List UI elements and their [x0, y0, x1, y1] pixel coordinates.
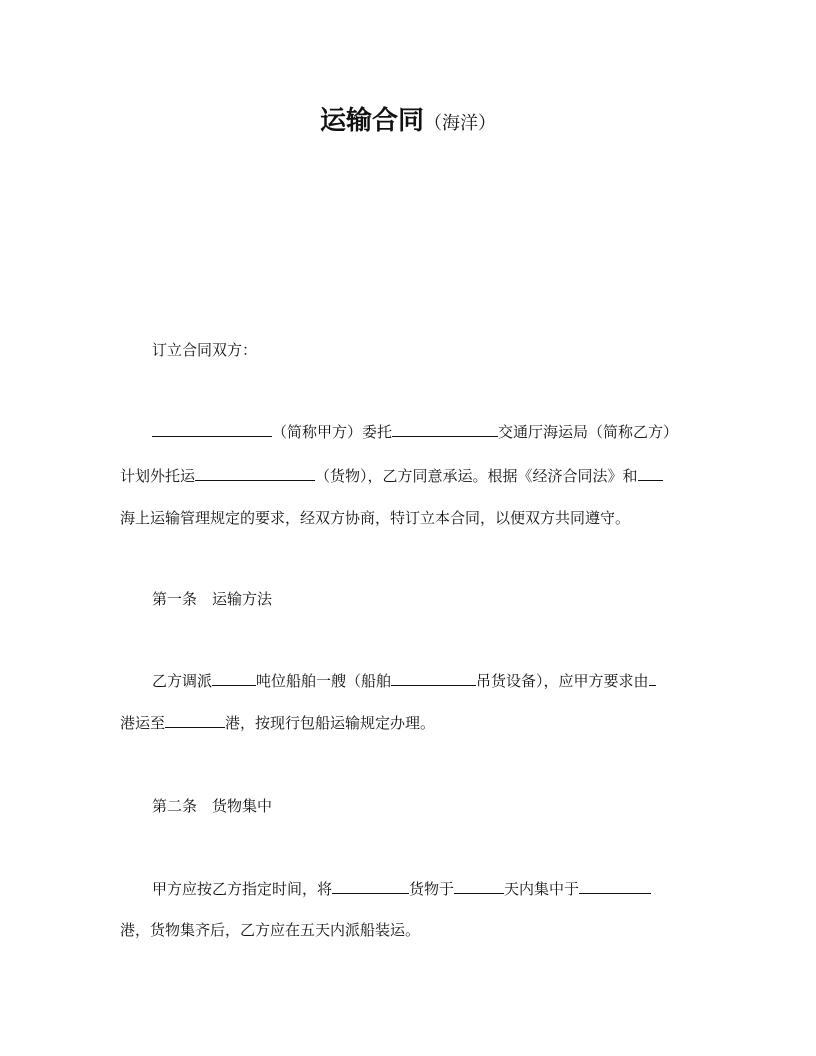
text: 吊货设备），应甲方要求由 [476, 672, 649, 690]
text: （简称甲方）委托 [272, 423, 393, 441]
blank-regulation[interactable] [638, 466, 663, 481]
text: 吨位船舶一艘（船舶 [256, 672, 392, 690]
text: 计划外托运 [120, 467, 196, 485]
preamble-line-3: 海上运输管理规定的要求，经双方协商，特订立本合同，以便双方共同遵守。 [120, 509, 631, 527]
text: 交通厅海运局（简称乙方） [498, 423, 679, 441]
text: 港，按现行包船运输规定办理。 [225, 714, 436, 732]
article-1-line-1 [152, 671, 656, 691]
document-title [0, 100, 816, 137]
text: （货物），乙方同意承运。根据《经济合同法》和 [315, 467, 638, 485]
blank-gathering-port[interactable] [579, 879, 651, 894]
preamble-line-1 [152, 422, 678, 442]
preamble-line-2 [120, 466, 663, 486]
title-sub: （海洋） [424, 113, 496, 134]
title-main: 运输合同 [319, 106, 424, 136]
article-1-line-2 [120, 713, 435, 733]
article-1-heading: 第一条 运输方法 [152, 590, 273, 608]
text: 货物于 [409, 880, 455, 898]
blank-party-a[interactable] [152, 422, 272, 437]
blank-cargo[interactable] [332, 879, 409, 894]
article-2-line-2: 港，货物集齐后，乙方应在五天内派船装运。 [120, 921, 421, 939]
blank-tonnage[interactable] [212, 671, 256, 686]
blank-equipment[interactable] [391, 671, 476, 686]
blank-goods[interactable] [195, 466, 315, 481]
article-2-line-1 [152, 879, 651, 899]
text: 乙方调派 [152, 672, 213, 690]
blank-destination-port[interactable] [165, 713, 225, 728]
article-2-heading: 第二条 货物集中 [152, 797, 273, 815]
text: 港运至 [120, 714, 166, 732]
text: 甲方应按乙方指定时间，将 [152, 880, 333, 898]
blank-origin-port[interactable] [649, 671, 656, 686]
intro-line: 订立合同双方： [152, 341, 258, 359]
text: 天内集中于 [504, 880, 580, 898]
blank-days[interactable] [454, 879, 504, 894]
blank-bureau[interactable] [392, 422, 498, 437]
